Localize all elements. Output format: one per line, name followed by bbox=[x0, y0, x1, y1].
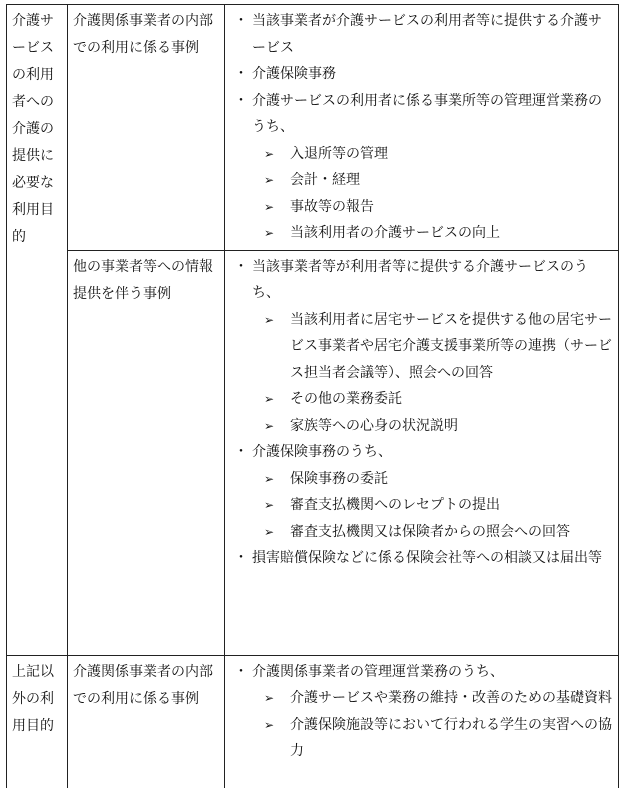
bullet-text: 当該事業者が介護サービスの利用者等に提供する介護サービス bbox=[252, 13, 602, 56]
sub-item-text: 事故等の報告 bbox=[290, 198, 374, 215]
subcategory-text: 他の事業者等への情報提供を伴う事例 bbox=[73, 258, 213, 302]
arrowhead-icon: ➢ bbox=[263, 226, 275, 240]
arrowhead-icon: ➢ bbox=[263, 717, 275, 732]
bullet-text: 介護保険事務 bbox=[252, 66, 336, 82]
subcategory-cell bbox=[68, 250, 225, 655]
bullet-icon: ・ bbox=[234, 66, 248, 82]
subcategory-cell bbox=[68, 5, 225, 251]
sub-item bbox=[252, 519, 613, 546]
subcategory-text: 介護関係事業者の内部での利用に係る事例 bbox=[73, 663, 213, 707]
category-text: 介護サービスの利用者への介護の提供に必要な利用目的 bbox=[12, 13, 54, 245]
sub-list bbox=[252, 685, 613, 765]
sub-item bbox=[252, 194, 613, 221]
category-text: 上記以外の利用目的 bbox=[12, 663, 54, 734]
sub-item-text: 審査支払機関又は保険者からの照会への回答 bbox=[290, 523, 570, 540]
sub-item bbox=[252, 413, 613, 440]
sub-item bbox=[252, 492, 613, 519]
bullet-list bbox=[230, 8, 613, 247]
table-row bbox=[7, 5, 619, 251]
sub-item-text: 家族等への心身の状況説明 bbox=[290, 417, 458, 434]
bullet-icon: ・ bbox=[234, 663, 248, 680]
bullet-list bbox=[230, 659, 613, 765]
table-row bbox=[7, 655, 619, 788]
arrowhead-icon: ➢ bbox=[263, 524, 275, 539]
subcategory-cell bbox=[68, 655, 225, 788]
category-cell bbox=[7, 5, 68, 656]
purpose-table bbox=[6, 4, 619, 788]
category-cell bbox=[7, 655, 68, 788]
bullet-text: 当該事業者等が利用者等に提供する介護サービスのうち、 bbox=[252, 258, 588, 301]
sub-item-text: 当該利用者の介護サービスの向上 bbox=[290, 225, 500, 241]
sub-item-text: その他の業務委託 bbox=[290, 391, 402, 407]
sub-list bbox=[252, 307, 613, 440]
bullet-item bbox=[230, 659, 613, 765]
sub-item-text: 会計・経理 bbox=[290, 172, 360, 188]
bullet-icon: ・ bbox=[234, 444, 248, 460]
bullet-item bbox=[230, 254, 613, 440]
bullet-text: 介護保険事務のうち、 bbox=[252, 444, 392, 460]
sub-item bbox=[252, 712, 613, 765]
items-cell bbox=[225, 655, 619, 788]
items-cell bbox=[225, 250, 619, 655]
arrowhead-icon: ➢ bbox=[263, 173, 275, 187]
sub-item-text: 保険事務の委託 bbox=[290, 470, 388, 487]
bullet-text: 介護サービスの利用者に係る事業所等の管理運営業務のうち、 bbox=[252, 92, 602, 135]
arrowhead-icon: ➢ bbox=[263, 498, 275, 512]
arrowhead-icon: ➢ bbox=[263, 146, 275, 161]
sub-item bbox=[252, 386, 613, 413]
arrowhead-icon: ➢ bbox=[263, 471, 275, 486]
sub-list bbox=[252, 466, 613, 546]
sub-item bbox=[252, 141, 613, 168]
bullet-item bbox=[230, 545, 613, 572]
arrowhead-icon: ➢ bbox=[263, 199, 275, 214]
arrowhead-icon: ➢ bbox=[263, 392, 275, 406]
arrowhead-icon: ➢ bbox=[263, 418, 275, 433]
subcategory-text: 介護関係事業者の内部での利用に係る事例 bbox=[73, 13, 213, 56]
bullet-item bbox=[230, 439, 613, 545]
bullet-item bbox=[230, 8, 613, 61]
bullet-text: 介護関係事業者の管理運営業務のうち、 bbox=[252, 663, 504, 680]
sub-item bbox=[252, 466, 613, 493]
arrowhead-icon: ➢ bbox=[263, 312, 275, 327]
sub-item-text: 当該利用者に居宅サービスを提供する他の居宅サービス事業者や居宅介護支援事業所等の連携（サービス担当者会議等）、照会への回答 bbox=[290, 311, 612, 381]
bullet-item bbox=[230, 88, 613, 247]
table-row bbox=[7, 250, 619, 655]
bullet-icon: ・ bbox=[234, 258, 248, 275]
sub-list bbox=[252, 141, 613, 247]
sub-item-text: 入退所等の管理 bbox=[290, 145, 388, 162]
bullet-text: 損害賠償保険などに係る保険会社等への相談又は届出等 bbox=[252, 550, 602, 566]
sub-item-text: 審査支払機関へのレセプトの提出 bbox=[290, 497, 500, 513]
bullet-icon: ・ bbox=[234, 92, 248, 109]
sub-item bbox=[252, 220, 613, 247]
bullet-list bbox=[230, 254, 613, 572]
items-cell bbox=[225, 5, 619, 251]
sub-item bbox=[252, 685, 613, 712]
bullet-icon: ・ bbox=[234, 550, 248, 566]
sub-item-text: 介護サービスや業務の維持・改善のための基礎資料 bbox=[290, 690, 612, 706]
sub-item bbox=[252, 167, 613, 194]
sub-item bbox=[252, 307, 613, 387]
sub-item-text: 介護保険施設等において行われる学生の実習への協力 bbox=[290, 716, 612, 759]
bullet-item bbox=[230, 61, 613, 88]
bullet-icon: ・ bbox=[234, 13, 248, 29]
arrowhead-icon: ➢ bbox=[263, 691, 275, 705]
